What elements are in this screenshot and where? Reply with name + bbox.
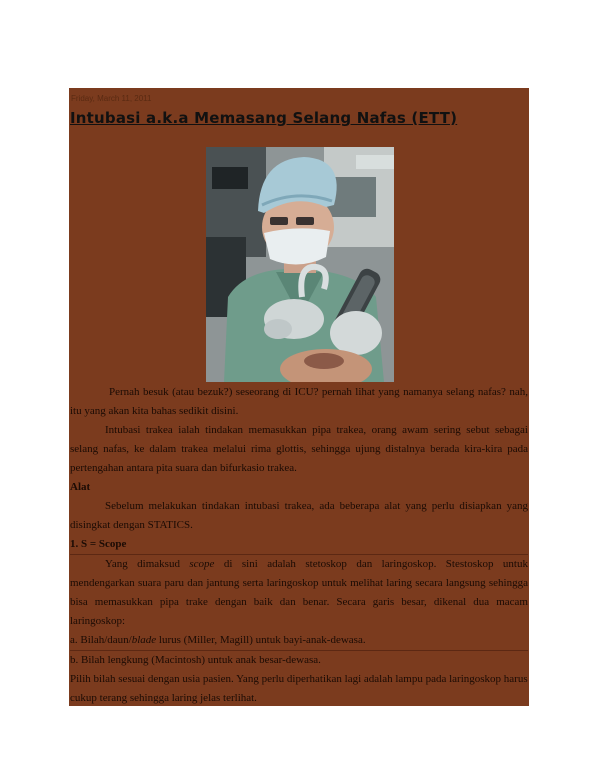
list-item-a (70, 631, 528, 651)
item-a-before: a. Bilah/daun/ (70, 634, 132, 646)
list-item-b: b. Bilah lengkung (Macintosh) untuk anak besar-dewasa. (70, 654, 321, 666)
post-body (70, 383, 528, 706)
item-a-after: lurus (Miller, Magill) untuk bayi-anak-dewasa. (156, 634, 366, 646)
post-title[interactable]: Intubasi a.k.a Memasang Selang Nafas (ETT) (70, 109, 458, 127)
scope-text-before: Yang dimaksud (105, 558, 190, 570)
blog-post (69, 88, 529, 706)
heading-alat: Alat (70, 481, 91, 493)
paragraph-alat: Sebelum melakukan tindakan intubasi trakea, ada beberapa alat yang perlu disiapkan yang disingkat dengan STATICS. (70, 500, 528, 531)
scope-text-after: di sini adalah stetoskop dan laringoskop. Stestoskop untuk mendengarkan suara paru dan jantung serta laringoskop untuk melihat laring secara langsung sehingga bisa memasukkan pipa trake dengan baik dan benar. Secara garis besar, dikenal dua macam laringoskop: (70, 558, 528, 627)
scope-text-italic: scope (189, 558, 215, 570)
item-a-italic: blade (131, 634, 157, 646)
surgeon-intubation-photo-icon (206, 147, 394, 382)
paragraph-closing: Pilih bilah sesuai dengan usia pasien. Yang perlu diperhatikan lagi adalah lampu pada laringoskop harus cukup terang sehingga laring jelas terlihat. (70, 673, 528, 704)
paragraph-definition: Intubasi trakea ialah tindakan memasukkan pipa trakea, orang awam sering sebut sebagai selang nafas, ke dalam trakea melalui rima glottis, sehingga ujung distalnya berada kira-kira pada pertengahan antara pita suara dan bifurkasio trakea. (70, 424, 528, 474)
post-date: Friday, March 11, 2011 (71, 94, 152, 103)
paragraph-scope (70, 555, 528, 631)
heading-scope: 1. S = Scope (70, 535, 528, 555)
paragraph-intro: Pernah besuk (atau bezuk?) seseorang di ICU? pernah lihat yang namanya selang nafas? nah, itu yang akan kita bahas sedikit disini. (70, 386, 528, 417)
